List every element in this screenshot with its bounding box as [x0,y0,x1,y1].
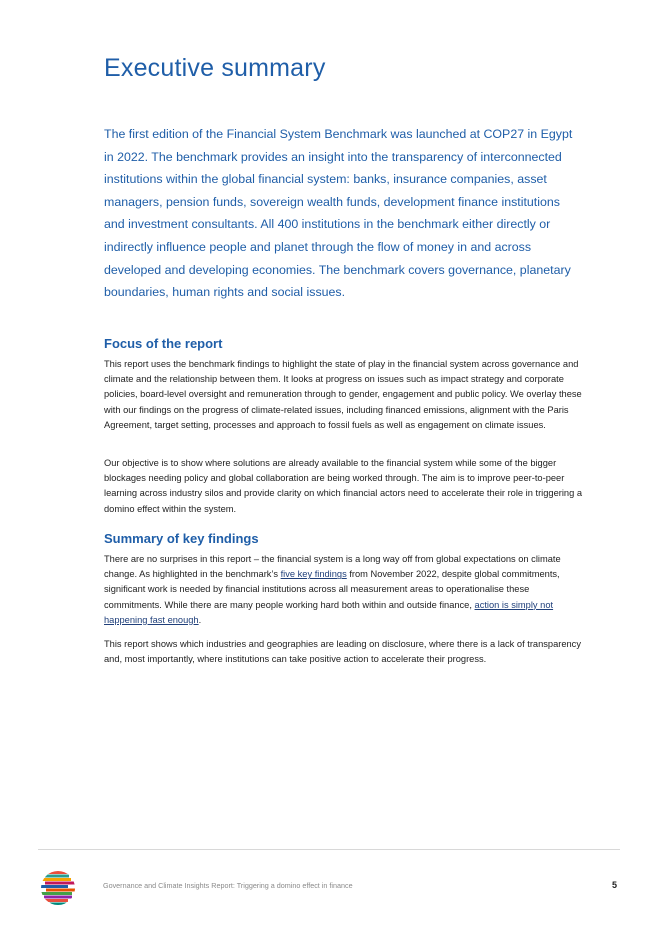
summary-heading: Summary of key findings [104,531,259,546]
focus-paragraph-1: This report uses the benchmark findings to highlight the state of play in the financial system across governance and climate and the relationship between them. It looks at progress on issues such as impact strategy and corporate policies, board-level oversight and remuneration through to gender, engagement and public policy. We overlay these with our findings on the progress of climate-related issues, including financed emissions, alignment with the Paris Agreement, target setting, processes and approach to fossil fuels as well as engagement on climate issues. [104,359,582,430]
intro-paragraph: The first edition of the Financial System Benchmark was launched at COP27 in Egypt in 2022. The benchmark provides an insight into the transparency of interconnected institutions within the global financial system: banks, insurance companies, asset managers, pension funds, sovereign wealth funds, development finance institutions and investment consultants. All 400 institutions in the benchmark either directly or indirectly influence people and planet through the flow of money in and across developed and developing economies. The benchmark covers governance, planetary boundaries, human rights and social issues. [104,127,573,300]
summary-text-b: from November 2022, despite global commitments, significant work is needed by financial institutions across all measurement areas to operationalise these commitments. While there are many people working hard both within and outside finance, [104,569,560,610]
focus-heading: Focus of the report [104,336,223,351]
five-key-findings-link[interactable]: five key findings [280,569,347,580]
page-number: 5 [612,880,618,890]
focus-paragraph-2: Our objective is to show where solutions are already available to the financial system while some of the bigger blockages needing policy and global collaboration are being worked through. The aim is to improve peer-to-peer learning across industry silos and provide clarity on which financial actors need to accelerate their role in triggering a domino effect within the system. [104,458,583,514]
action-not-fast-enough-link[interactable]: action is simply not happening fast enough [104,599,554,625]
page-title: Executive summary [104,54,326,82]
summary-text-a: There are no surprises in this report – the financial system is a long way off from global expectations on climate change. As highlighted in the benchmark’s [104,554,561,580]
benchmark-logo-icon [40,870,76,906]
summary-paragraph-2: This report shows which industries and geographies are leading on disclosure, where there is a lack of transparency and, most importantly, where institutions can take positive action to accelerate their progress. [104,639,581,665]
summary-text-c: . [198,614,202,625]
summary-paragraph-1 [104,552,582,628]
footer-report-title: Governance and Climate Insights Report: Triggering a domino effect in finance [103,881,353,890]
footer-divider [38,849,620,850]
